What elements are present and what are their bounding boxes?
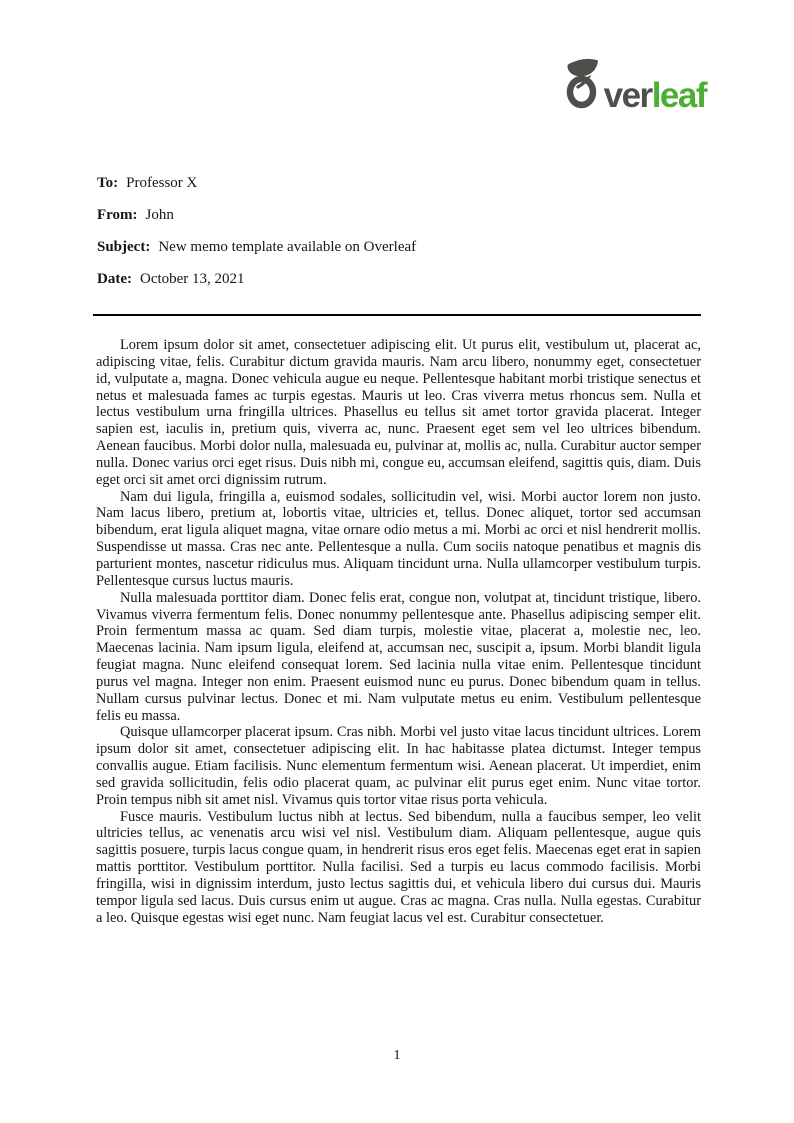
field-subject — [97, 240, 416, 255]
field-from — [97, 208, 416, 223]
logo-text-green: leaf — [651, 76, 706, 115]
body-paragraph-4: Quisque ullamcorper placerat ipsum. Cras nibh. Morbi vel justo vitae lacus tincidunt ultrices. Lorem ipsum dolor sit amet, consectetuer adipiscing elit. In hac habitasse platea dictumst. Integer tempus convallis augue. Etiam facilisis. Nunc elementum fermentum wisi. Aenean placerat. Ut imperdiet, enim sed gravida sollicitudin, felis odio placerat quam, ac pulvinar elit purus eget enim. Nunc vitae tortor. Proin tempus nibh sit amet nisl. Vivamus quis tortor vitae risus porta vehicula. — [96, 724, 701, 808]
memo-body — [96, 337, 701, 927]
field-date — [97, 272, 416, 287]
field-date-value: October 13, 2021 — [139, 271, 245, 287]
field-to-label: To: — [97, 175, 119, 191]
field-date-label: Date: — [97, 271, 132, 287]
body-paragraph-1: Lorem ipsum dolor sit amet, consectetuer adipiscing elit. Ut purus elit, vestibulum ut, placerat ac, adipiscing vitae, felis. Curabitur dictum gravida mauris. Nam arcu libero, nonummy eget, consectetuer id, vulputate a, magna. Donec vehicula augue eu neque. Pellentesque habitant morbi tristique senectus et netus et malesuada fames ac turpis egestas. Mauris ut leo. Cras viverra metus rhoncus sem. Nulla et lectus vestibulum urna fringilla ultrices. Phasellus eu tellus sit amet tortor gravida placerat. Integer sapien est, iaculis in, pretium quis, viverra ac, nunc. Praesent eget sem vel leo ultrices bibendum. Aenean faucibus. Morbi dolor nulla, malesuada eu, pulvinar at, mollis ac, nulla. Curabitur auctor semper nulla. Donec varius orci eget risus. Duis nibh mi, congue eu, accumsan eleifend, sagittis quis, diam. Duis eget orci sit amet orci dignissim rutrum. — [96, 337, 701, 488]
logo-text-gray: ver — [603, 76, 652, 115]
memo-header — [97, 176, 416, 304]
overleaf-o-leaf-icon — [563, 57, 603, 110]
field-subject-value: New memo template available on Overleaf — [158, 239, 417, 255]
body-paragraph-5: Fusce mauris. Vestibulum luctus nibh at lectus. Sed bibendum, nulla a faucibus semper, leo velit ultricies tellus, ac venenatis arcu wisi vel nisl. Vestibulum diam. Aliquam pellentesque, augue quis sagittis posuere, turpis lacus congue quam, in hendrerit risus eros eget felis. Maecenas eget erat in sapien mattis porttitor. Vestibulum porttitor. Nulla facilisi. Sed a turpis eu lacus commodo facilisis. Morbi fringilla, wisi in dignissim interdum, justo lectus sagittis dui, et vehicula libero dui cursus dui. Mauris tempor ligula sed lacus. Duis cursus enim ut augue. Cras ac magna. Cras nulla. Nulla egestas. Curabitur a leo. Quisque egestas wisi eget nunc. Nam feugiat lacus vel est. Curabitur consectetuer. — [96, 808, 701, 926]
divider-rule — [93, 314, 701, 316]
overleaf-wordmark — [603, 76, 706, 115]
field-from-label: From: — [97, 207, 138, 223]
body-paragraph-3: Nulla malesuada porttitor diam. Donec felis erat, congue non, volutpat at, tincidunt tristique, libero. Vivamus viverra fermentum felis. Donec nonummy pellentesque ante. Phasellus adipiscing semper elit. Proin fermentum massa ac quam. Sed diam turpis, molestie vitae, placerat a, molestie nec, leo. Maecenas lacinia. Nam ipsum ligula, eleifend at, accumsan nec, suscipit a, ipsum. Morbi blandit ligula feugiat magna. Nunc eleifend consequat lorem. Sed lacinia nulla vitae enim. Pellentesque tincidunt purus vel magna. Integer non enim. Praesent euismod nunc eu purus. Donec bibendum quam in tellus. Nullam cursus pulvinar lectus. Donec et mi. Nam vulputate metus eu enim. Vestibulum pellentesque felis eu massa. — [96, 589, 701, 724]
field-to — [97, 176, 416, 191]
field-from-value: John — [145, 207, 174, 223]
body-paragraph-2: Nam dui ligula, fringilla a, euismod sodales, sollicitudin vel, wisi. Morbi auctor lorem non justo. Nam lacus libero, pretium at, lobortis vitae, ultricies et, tellus. Donec aliquet, tortor sed accumsan bibendum, erat ligula aliquet magna, vitae ornare odio metus a mi. Morbi ac orci et nisl hendrerit mollis. Suspendisse ut massa. Cras nec ante. Pellentesque a nulla. Cum sociis natoque penatibus et magnis dis parturient montes, nascetur ridiculus mus. Aliquam tincidunt urna. Nulla ullamcorper vestibulum turpis. Pellentesque cursus luctus mauris. — [96, 488, 701, 589]
overleaf-logo — [563, 57, 706, 115]
field-subject-label: Subject: — [97, 239, 151, 255]
page-number: 1 — [393, 1048, 401, 1063]
field-to-value: Professor X — [126, 175, 198, 191]
